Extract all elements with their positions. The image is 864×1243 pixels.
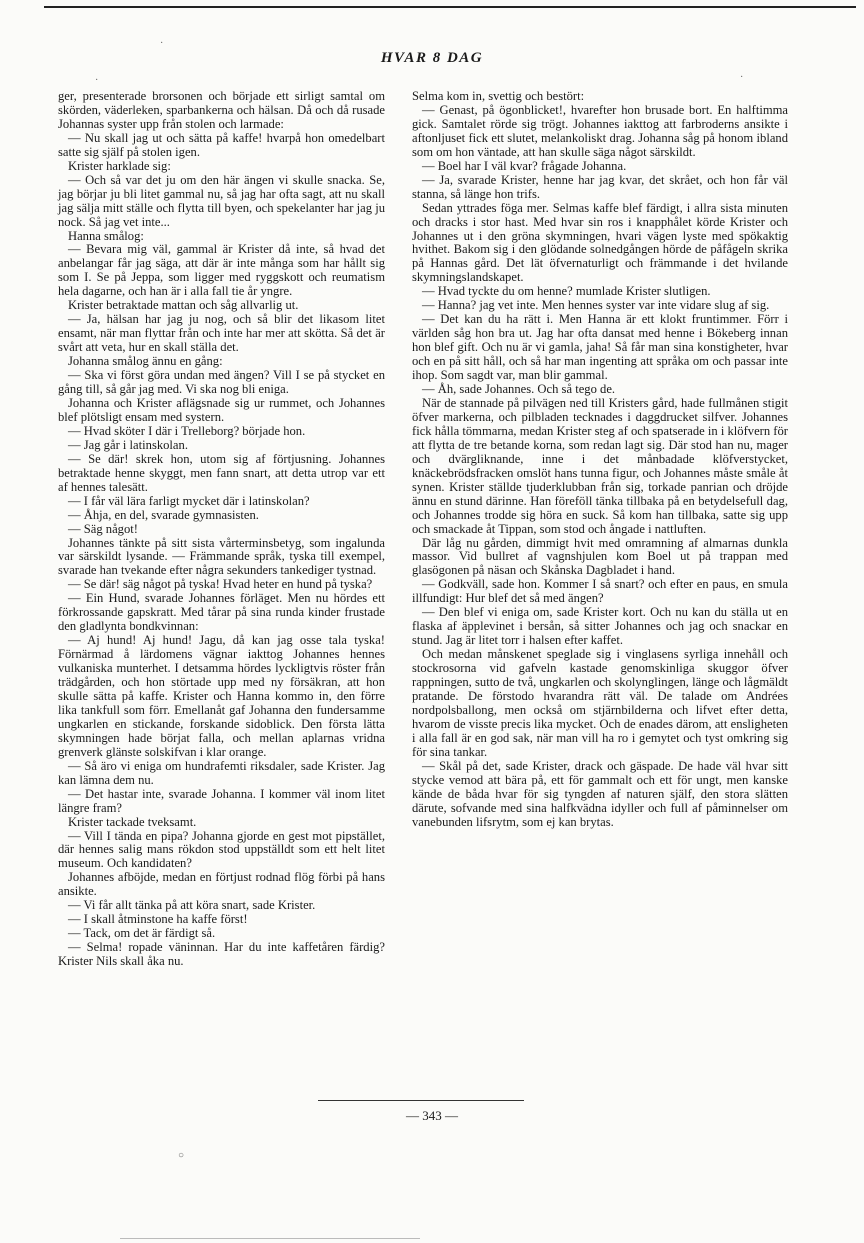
paragraph: — Ska vi först göra undan med ängen? Vill I se på stycket en gång till, så går jag med. Vi ska nog bli eniga. [58, 368, 385, 397]
paragraph: ger, presenterade brorsonen och började ett sirligt samtal om skörden, väderleken, sparbankerna och hälsan. Då och då rusade Johannas syster upp från stolen och larmade: [58, 89, 385, 131]
paragraph: Där låg nu gården, dimmigt hvit med omramning af almarnas dunkla massor. Vid bullret af vagnshjulen kom Boel ut på trappan med glasögonen på näsan och Skånska Dagbladet i hand. [412, 535, 788, 578]
paragraph: — Åh, sade Johannes. Och så tego de. [422, 382, 616, 397]
paragraph: — Vi får allt tänka på att köra snart, sade Krister. [68, 898, 316, 913]
paragraph: När de stannade på pilvägen ned till Kristers gård, hade fullmånen stigit öfver markerna, och pilbladen tecknades i daggdrucket silfver. Johannes fick hålla tömmarna, medan Krister steg af och spatserade in i klöfvern för att flytta de tre betande korna, som redan lagt sig. Där stod han nu, mager och dvärgliknande, inne i det månbadade klöfverstycket, knäckebrödsfracken omslöt hans tunna figur, och Johannes måste småle åt synen. Krister ställde tjuderklubban från sig, torkade panrian och dröjde ännu en stund därinne. Han föreföll tänka tillbaka på en betydelsefull dag, och Johannes trodde sig höra en suck. Så kom han tillbaka, satte sig upp och smackade åt Tippan, som stod och ångade i nattluften. [412, 395, 788, 536]
paragraph: — Så äro vi eniga om hundrafemti riksdaler, sade Krister. Jag kan lämna dem nu. [58, 758, 385, 787]
paragraph: — I skall åtminstone ha kaffe först! [68, 912, 248, 927]
paragraph: — Vill I tända en pipa? Johanna gjorde en gest mot pipstället, där hennes salig mans rökdon stod uppställdt som ett helt litet museum. Och kandidaten? [58, 828, 385, 871]
paragraph: — Jag går i latinskolan. [68, 437, 188, 452]
page-header-title: HVAR 8 DAG [380, 50, 484, 66]
paragraph: — Ein Hund, svarade Johannes förläget. Men nu hördes ett förkrossande gapskratt. Med tårar på sina runda kinder frustade den gladlynta bondkvinnan: [58, 591, 385, 634]
paragraph: — Den blef vi eniga om, sade Krister kort. Och nu kan du ställa ut en flaska af äpplevinet i bersån, så sitter Johannes och jag och snackar en stund. Jag är litet torr i halsen efter kaffet. [412, 605, 788, 648]
paragraph: Johanna och Krister aflägsnade sig ur rummet, och Johannes blef plötsligt ensam med systern. [58, 395, 385, 424]
paragraph: Johannes tänkte på sitt sista vårterminsbetyg, som ingalunda var särskildt lysande. — Främmande språk, tyska till exempel, svarade han tvekande efter några sekunders tankediger tystnad. [58, 535, 385, 578]
paragraph: — Hvad tyckte du om henne? mumlade Krister slutligen. [422, 284, 711, 299]
paragraph: — Säg något! [68, 521, 138, 536]
paragraph: — Se där! säg något på tyska! Hvad heter en hund på tyska? [68, 577, 373, 592]
paragraph: — Godkväll, sade hon. Kommer I så snart? och efter en paus, en smula illfundigt: Hur blef det så med ängen? [412, 577, 788, 606]
print-speck: · [740, 72, 744, 83]
bottom-scan-rule [120, 1238, 420, 1239]
paragraph: — Tack, om det är färdigt så. [68, 926, 216, 941]
paragraph: — Genast, på ögonblicket!, hvarefter hon brusade bort. En halftimma gick. Samtalet rörde sig trögt. Johannes iakttog att farbroderns ansikte i aftonljuset fick ett slutet, melankoliskt drag. Johanna såg på honom ibland som om hon väntade, att han skulle säga något särskildt. [412, 102, 788, 159]
paragraph: — Boel har I väl kvar? frågade Johanna. [422, 158, 627, 173]
paragraph: — Nu skall jag ut och sätta på kaffe! hvarpå hon omedelbart satte sig själf på stolen igen. [58, 130, 385, 159]
top-rule [44, 6, 856, 8]
paragraph: Krister tackade tveksamt. [68, 814, 197, 829]
paragraph: — I får väl lära farligt mycket där i latinskolan? [68, 493, 310, 508]
paragraph: Krister harklade sig: [68, 158, 171, 173]
print-speck: ○ [178, 1150, 185, 1161]
paragraph: — Selma! ropade väninnan. Har du inte kaffetåren färdig? Krister Nils skall åka nu. [58, 940, 385, 969]
paragraph: — Skål på det, sade Krister, drack och gäspade. De hade väl hvar sitt stycke vemod att bära på, ett för gammalt och ett för ungt, men kanske kände de båda hvar för sig tyngden af naturen själf, den stora slätten därute, sofvande med sina halfkvädna idyller och full af påminnelser om vanebunden lifsrytm, som ej kan brytas. [412, 758, 788, 829]
right-text-column [412, 90, 788, 830]
paragraph: Selma kom in, svettig och bestört: [412, 89, 585, 103]
paragraph: — Åhja, en del, svarade gymnasisten. [68, 507, 259, 522]
paragraph: — Bevara mig väl, gammal är Krister då inte, så hvad det anbelangar får jag säga, att där är inte många som har hållt sig som I. Se på Jeppa, som ligger med ryggskott och reumatism hela dagarne, och han är i alla fall tie år yngre. [58, 242, 385, 299]
left-text-column [58, 90, 385, 969]
print-speck: · [95, 75, 99, 86]
paragraph: Och medan månskenet speglade sig i vinglasens syrliga innehåll och stockrosorna vid gafveln kastade genomskinliga skuggor öfver rappningen, sutto de två, ungkarlen och skolynglingen, länge och lågmäldt pratande. De förstodo hvarandra rätt väl. De talade om Andrées nordpolsballong, men också om stjärnbilderna och lifvet efter detta, hvarom de visste precis lika mycket. Och de enades därom, att ensligheten i alla fall är en god sak, när man vill ha ro i gemytet och tyst omkring sig för sina tankar. [412, 647, 788, 759]
page-number: — 343 — [406, 1108, 458, 1123]
paragraph: Krister betraktade mattan och såg allvarlig ut. [68, 298, 299, 313]
paragraph: — Ja, hälsan har jag ju nog, och så blir det likasom litet ensamt, när man flyttar från och inte har mer att skötta. Så det är svårt att veta, hur en skall ställa det. [58, 312, 385, 355]
paragraph: — Det kan du ha rätt i. Men Hanna är ett klokt fruntimmer. Förr i världen såg hon bra ut. Jag har ofta dansat med henne i Bökeberg innan hon blef gift. Och nu är vi gamla, jaha! Så får man sina konstigheter, hvar och en på sitt håll, och så har man ingenting att språka om och passar inte ihop. Som sagdt var, man blir gammal. [412, 312, 788, 383]
paragraph: Johanna smålog ännu en gång: [68, 354, 223, 369]
paragraph: — Se där! skrek hon, utom sig af förtjusning. Johannes betraktade henne skyggt, men fann snart, att detta utrop var ett af hennes talesätt. [58, 451, 385, 494]
paragraph: Johannes afböjde, medan en förtjust rodnad flög förbi på hans ansikte. [58, 870, 385, 899]
print-speck: · [160, 38, 164, 49]
paragraph: — Aj hund! Aj hund! Jagu, då kan jag osse tala tyska! Förnärmad å lärdomens vägnar iakttog Johannes hennes vulkaniska munterhet. I detsamma hördes lyckligtvis röster från trädgården, och hon störtade upp med ny försäkran, att hon skulle sätta på kaffe. Krister och Hanna kommo in, den förre lika tankfull som förr. Emellanåt gaf Johanna den fundersamme ungkarlen en stickande, forskande sidoblick. Den första lätta skymningen hade börjat falla, och mellan aplarnas vridna grenverk glänste solskifvan i klar orange. [58, 633, 385, 759]
paragraph: — Hvad sköter I där i Trelleborg? började hon. [68, 423, 306, 438]
footer-rule [318, 1100, 524, 1101]
paragraph: — Det hastar inte, svarade Johanna. I kommer väl inom litet längre fram? [58, 786, 385, 815]
paragraph: Sedan yttrades föga mer. Selmas kaffe blef färdigt, i allra sista minuten och dracks i stor hast. Med hvar sin ros i knapphålet körde Krister och Johannes ut i den gröna skymningen, hvari vägen lyste med spökaktig hvithet. Bakom sig i den glödande solnedgången hörde de påfågeln skrika på Hannas gård. Det lät öfvernaturligt och främmande i det hvilande skymningslandskapet. [412, 200, 788, 285]
paragraph: Hanna smålog: [68, 228, 144, 243]
paragraph: — Hanna? jag vet inte. Men hennes syster var inte vidare slug af sig. [422, 298, 770, 313]
paragraph: — Ja, svarade Krister, henne har jag kvar, det skrået, och hon får väl stanna, så länge hon trifs. [412, 172, 788, 201]
paragraph: — Och så var det ju om den här ängen vi skulle snacka. Se, jag börjar ju bli litet gammal nu, så jag har ofta sagt, att nu skall jag sälja mitt ställe och flytta till byen, och spekelanter har jag ju nock. Så jag vet inte... [58, 172, 385, 229]
